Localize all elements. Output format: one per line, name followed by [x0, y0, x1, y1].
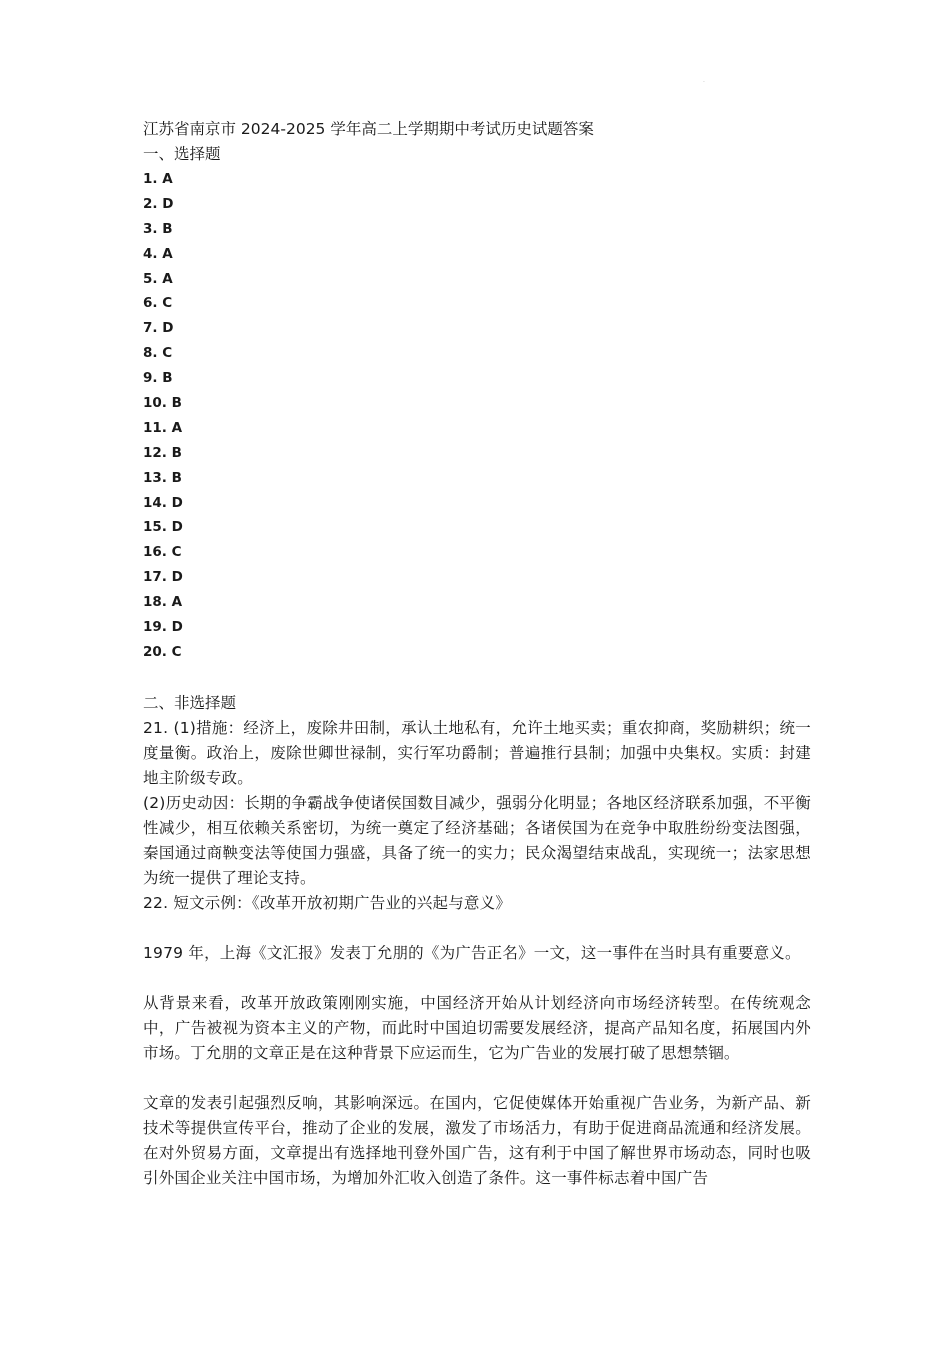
answer-item: 11. A	[143, 419, 183, 436]
answer-item: 10. B	[143, 395, 182, 412]
q22-paragraph-1: 1979 年，上海《文汇报》发表丁允朋的《为广告正名》一文，这一事件在当时具有重要意义。	[143, 943, 801, 962]
spacer	[143, 1066, 811, 1091]
corner-mark: .	[703, 77, 705, 84]
answer-list	[143, 167, 811, 665]
answer-item: 17. D	[143, 569, 183, 586]
answer-item: 4. A	[143, 245, 173, 262]
section-heading-choice: 一、选择题	[143, 145, 221, 163]
q22-paragraph-2: 从背景来看，改革开放政策刚刚实施，中国经济开始从计划经济向市场经济转型。在传统观念中，广告被视为资本主义的产物，而此时中国迫切需要发展经济，提高产品知名度，拓展国内外市场。丁允朋的文章正是在这种背景下应运而生，它为广告业的发展打破了思想禁锢。	[143, 993, 811, 1062]
document-title: 江苏省南京市 2024-2025 学年高二上学期期中考试历史试题答案	[143, 120, 594, 138]
q21-part1-answer: 21. (1)措施：经济上，废除井田制，承认土地私有，允许土地买卖；重农抑商，奖励耕织；统一度量衡。政治上，废除世卿世禄制，实行军功爵制；普遍推行县制；加强中央集权。实质：封建地主阶级专政。	[143, 718, 811, 787]
answer-item: 3. B	[143, 220, 173, 237]
answer-item: 19. D	[143, 619, 183, 636]
answer-item: 15. D	[143, 519, 183, 536]
answer-item: 16. C	[143, 544, 182, 561]
answer-item: 18. A	[143, 594, 183, 611]
section-heading-nonchoice: 二、非选择题	[143, 693, 237, 712]
answer-item: 8. C	[143, 345, 173, 362]
answer-item: 20. C	[143, 643, 182, 660]
answer-item: 6. C	[143, 295, 173, 312]
answer-item: 2. D	[143, 195, 174, 212]
answer-item: 9. B	[143, 370, 173, 387]
document-page	[143, 117, 811, 1191]
answer-item: 1. A	[143, 171, 173, 187]
q22-paragraph-3: 文章的发表引起强烈反响，其影响深远。在国内，它促使媒体开始重视广告业务，为新产品、新技术等提供宣传平台，推动了企业的发展，激发了市场活力，有助于促进商品流通和经济发展。在对外贸易方面，文章提出有选择地刊登外国广告，这有利于中国了解世界市场动态，同时也吸引外国企业关注中国市场，为增加外汇收入创造了条件。这一事件标志着中国广告	[143, 1093, 811, 1187]
q22-title: 22. 短文示例：《改革开放初期广告业的兴起与意义》	[143, 893, 512, 912]
answer-item: 13. B	[143, 469, 182, 486]
answer-item: 7. D	[143, 320, 174, 337]
answer-item: 14. D	[143, 494, 183, 511]
spacer	[143, 916, 811, 941]
answer-item: 5. A	[143, 270, 173, 287]
spacer	[143, 966, 811, 991]
answer-item: 12. B	[143, 444, 182, 461]
q21-part2-answer: (2)历史动因：长期的争霸战争使诸侯国数目减少，强弱分化明显；各地区经济联系加强，不平衡性减少，相互依赖关系密切，为统一奠定了经济基础；各诸侯国为在竞争中取胜纷纷变法图强，秦国通过商鞅变法等使国力强盛，具备了统一的实力；民众渴望结束战乱，实现统一；法家思想为统一提供了理论支持。	[143, 793, 811, 887]
spacer	[143, 665, 811, 691]
